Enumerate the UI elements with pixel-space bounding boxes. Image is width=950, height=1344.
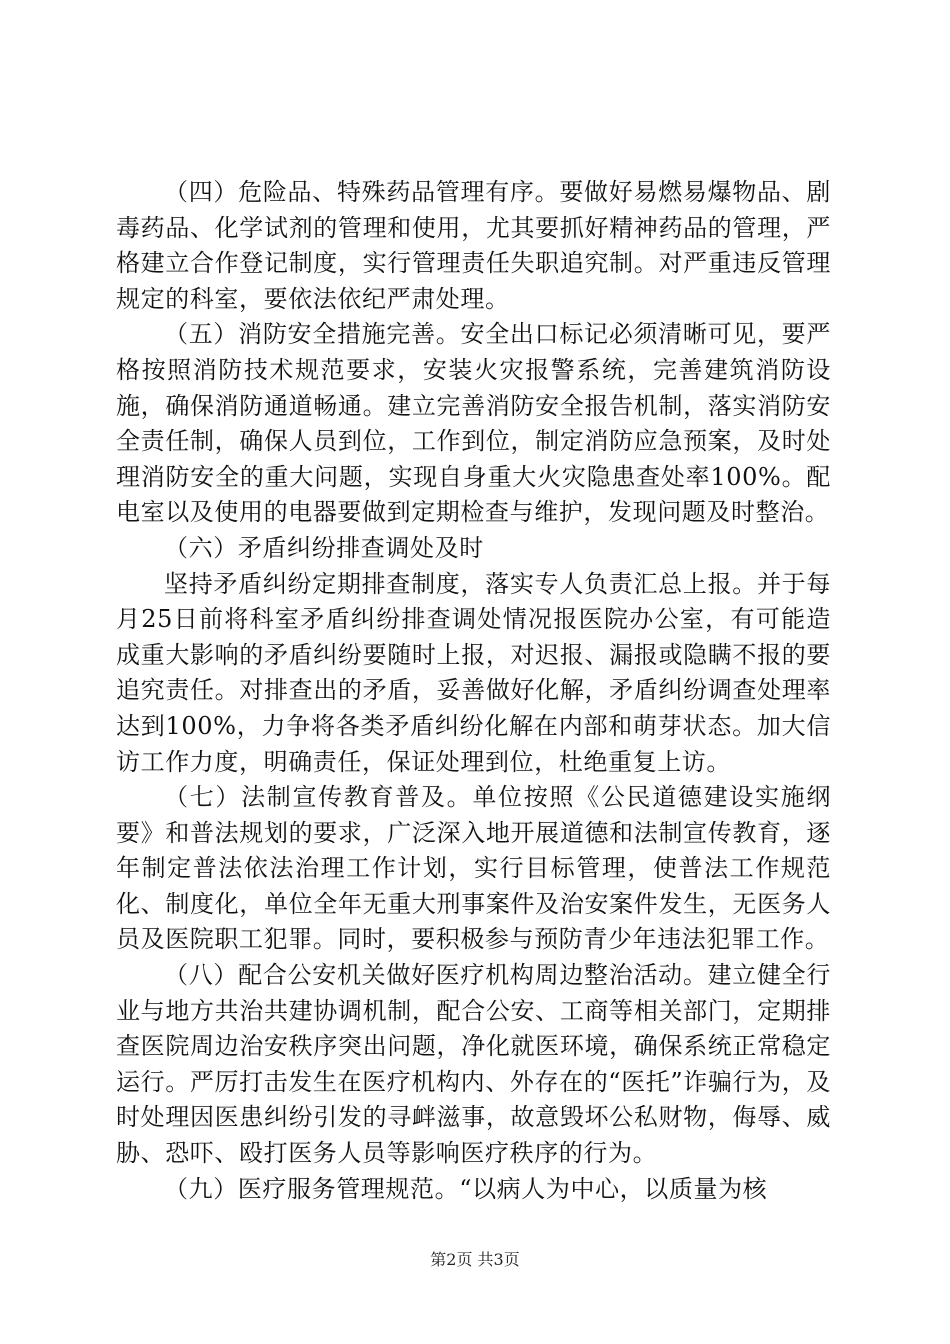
page-footer: 第2页 共3页: [430, 1250, 520, 1269]
paragraph-legal-education: （七）法制宣传教育普及。单位按照《公民道德建设实施纲要》和普法规划的要求，广泛深入地开展道德和法制宣传教育，逐年制定普法依法治理工作计划，实行目标管理，使普法工作规范化、制度化，单位全年无重大刑事案件及治安案件发生，无医务人员及医院职工犯罪。同时，要积极参与预防青少年违法犯罪工作。: [116, 783, 831, 954]
paragraph-dispute-heading: （六）矛盾纠纷排查调处及时: [164, 533, 484, 562]
document-body: [116, 175, 831, 1207]
paragraph-medical-service: （九）医疗服务管理规范。“以病人为中心，以质量为核: [164, 1174, 768, 1203]
paragraph-dangerous-goods: （四）危险品、特殊药品管理有序。要做好易燃易爆物品、剧毒药品、化学试剂的管理和使用，尤其要抓好精神药品的管理，严格建立合作登记制度，实行管理责任失职追究制。对严重违反管理规定的科室，要依法依纪严肃处理。: [116, 178, 831, 313]
paragraph-police-cooperation: （八）配合公安机关做好医疗机构周边整治活动。建立健全行业与地方共治共建协调机制，配合公安、工商等相关部门，定期排查医院周边治安秩序突出问题，净化就医环境，确保系统正常稳定运行。严厉打击发生在医疗机构内、外存在的“医托”诈骗行为，及时处理因医患纠纷引发的寻衅滋事，故意毁坏公私财物，侮辱、威胁、恐吓、殴打医务人员等影响医疗秩序的行为。: [116, 961, 831, 1168]
paragraph-fire-safety: （五）消防安全措施完善。安全出口标记必须清晰可见，要严格按照消防技术规范要求，安装火灾报警系统，完善建筑消防设施，确保消防通道畅通。建立完善消防安全报告机制，落实消防安全责任制，确保人员到位，工作到位，制定消防应急预案，及时处理消防安全的重大问题，实现自身重大火灾隐患查处率100%。配电室以及使用的电器要做到定期检查与维护，发现问题及时整治。: [116, 320, 831, 527]
paragraph-dispute-body: 坚持矛盾纠纷定期排查制度，落实专人负责汇总上报。并于每月25日前将科室矛盾纠纷排查调处情况报医院办公室，有可能造成重大影响的矛盾纠纷要随时上报，对迟报、漏报或隐瞒不报的要追究责任。对排查出的矛盾，妥善做好化解，矛盾纠纷调查处理率达到100%，力争将各类矛盾纠纷化解在内部和萌芽状态。加大信访工作力度，明确责任，保证处理到位，杜绝重复上访。: [116, 569, 831, 776]
